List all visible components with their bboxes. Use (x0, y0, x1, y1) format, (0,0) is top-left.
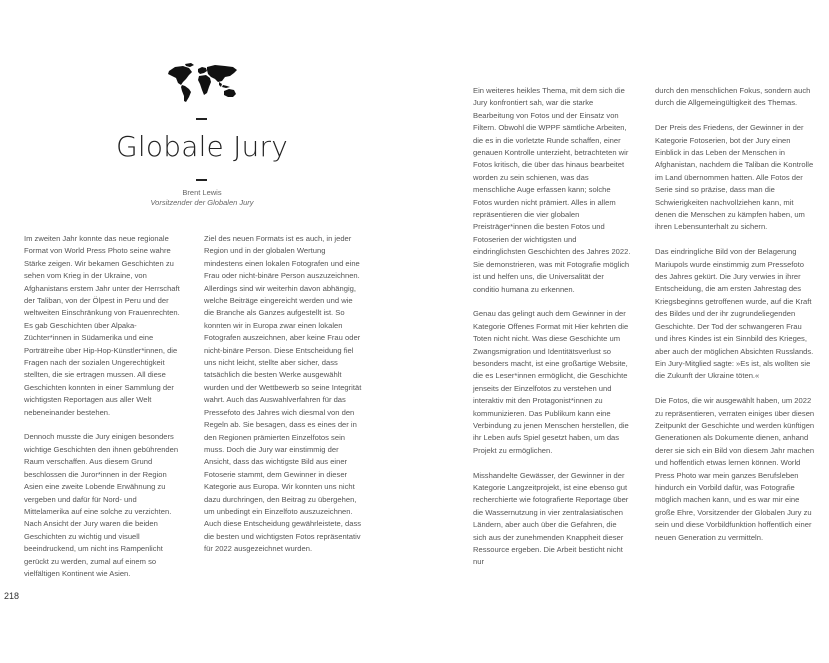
paragraph: Dennoch musste die Jury einigen besonders wichtige Geschichten den ihnen gebührenden Raum verschaffen. Aus diesem Grund beschlossen die Juror*innen in der Region Asien eine zweite Lobende Erwähnung zu vergeben und dafür für Nord- und Mittelamerika auf eine solche zu verzichten. Nach Ansicht der Jury waren die beiden Geschichten zu wichtig und visuell beeindruckend, um nicht ins Rampenlicht gerückt zu werden, zumal auf einem so vielfältigen Kontinent wie Asien. (24, 432, 179, 578)
paragraph: Die Fotos, die wir ausgewählt haben, um 2022 zu repräsentieren, verraten einiges über diesen Zeitpunkt der Geschichte und werden künftigen Generationen als Dokumente dienen, anhand derer sie sich ein Bild von diesem Jahr machen und hoffentlich etwas lernen können. World Press Photo war mein ganzes Berufsleben hindurch ein Vorbild dafür, was Fotografie möglich machen kann, und es war mir eine große Ehre, Vorsitzender der Globalen Jury zu sein und diese Vorbildfunktion hoffentlich einer neuen Generation zu vermitteln. (655, 396, 815, 542)
paragraph: Genau das gelingt auch dem Gewinner in der Kategorie Offenes Format mit Hier kehrten die Toten nicht nicht. Was diese Geschichte um Zwangsmigration und Identitätsverlust so besonders macht, ist eine großartige Website, die es Leser*innen ermöglicht, die Geschichte jenseits der Einzelfotos zu verstehen und interaktiv mit den Protagonist*innen zu kommunizieren. Das Publikum kann eine Verbindung zu jenen Menschen herstellen, die ihr Leben aufs Spiel gesetzt haben, um das Projekt zu ermöglichen. (473, 309, 629, 455)
paragraph: Misshandelte Gewässer, der Gewinner in der Kategorie Langzeitprojekt, ist eine ebenso gut recherchierte wie fotografierte Reportage über die Wassernutzung in vier zentralasiatischen Ländern, aber auch über die Gefahren, die sich aus der zunehmenden Knappheit dieser Ressource ergeben. Die Arbeit besticht nicht nur (473, 470, 629, 567)
text-column-3 (473, 85, 631, 581)
text-column-4 (655, 85, 815, 556)
author-name: Brent Lewis (182, 188, 222, 197)
paragraph: Ein weiteres heikles Thema, mit dem sich die Jury konfrontiert sah, war die starke Bearbeitung von Fotos und der Einsatz von Filtern. Obwohl die WPPF sämtliche Arbeiten, die es in die vorletzte Runde schaffen, einer genauen Kontrolle unterzieht, betrachteten wir Fotos kritisch, die über das hinaus bearbeitet worden zu sein schienen, was das menschliche Auge erfassen kann; solche Fotos wurden nicht prämiert. Alles in allem repräsentieren die vier globalen Preisträger*innen die besten Fotos und Fotoserien der wichtigsten und eindringlichsten Geschichten des Jahres 2022. Sie demonstrieren, was mit Fotografie möglich ist und helfen uns, die Universalität der conditio humana zu erkennen. (473, 86, 631, 294)
page-title: Globale Jury (116, 130, 288, 163)
paragraph: Ziel des neuen Formats ist es auch, in jeder Region und in der globalen Wertung mindestens einen lokalen Fotografen und eine Frau oder nicht-binäre Person auszuzeichnen. Allerdings sind wir weiterhin davon abhängig, welche Beiträge eingereicht werden und wie die Branche als Ganzes aufgestellt ist. So konnten wir in Europa zwar einen lokalen Fotografen auszeichnen, aber keine Frau oder nicht-binäre Person. Diese Entscheidung fiel uns nicht leicht, stellte aber sicher, dass tatsächlich die besten Werke ausgewählt wurden und der Wettbewerb so seine Integrität wahrt. Auch das Auswahlverfahren für das Pressefoto des Jahres wich diesmal von den Regeln ab. Sie besagen, dass es eines der in den Regionen prämierten Einzelfotos sein muss. Doch die Jury war einstimmig der Ansicht, dass das wichtigste Bild aus einer Fotoserie stammt, dem Gewinner in dieser Kategorie aus Europa. Wir konnten uns nicht dazu durchringen, den Beitrag zu übergehen, um unbedingt ein Einzelfoto auszuzeichnen. Auch diese Entscheidung gewährleistete, dass die besten und wichtigsten Fotos repräsentativ für 2022 ausgezeichnet wurden. (204, 234, 362, 554)
paragraph: durch den menschlichen Fokus, sondern auch durch die Allgemeingültigkeit des Themas. (655, 86, 811, 108)
byline (110, 188, 294, 208)
text-column-2 (204, 233, 362, 568)
paragraph: Der Preis des Friedens, der Gewinner in der Kategorie Fotoserien, bot der Jury einen Einblick in das Leben der Menschen in Afghanistan, nachdem die Taliban die Kontrolle im Land übernommen hatten. Alle Fotos der Serie sind so präzise, dass man die Schwierigkeiten nachvollziehen kann, mit denen die Menschen zu kämpfen haben, um ihren Lebensunterhalt zu sichern. (655, 123, 814, 232)
author-role: Vorsitzender der Globalen Jury (150, 198, 254, 207)
page-number: 218 (4, 591, 20, 601)
title-rule-bottom (196, 179, 207, 181)
text-column-1 (24, 233, 182, 593)
world-map-icon (165, 63, 239, 103)
title-rule-top (196, 118, 207, 120)
paragraph: Im zweiten Jahr konnte das neue regionale Format von World Press Photo seine wahre Stärke zeigen. Wir bekamen Geschichten zu sehen vom Krieg in der Ukraine, von Afghanistans erstem Jahr unter der Herrschaft der Taliban, von der Ölpest in Peru und der weltweiten Einschränkung von Frauenrechten. Es gab Geschichten über Alpaka-Züchter*innen in Südamerika und eine Porträtreihe über Hip-Hop-Künstler*innen, die Fragen nach der sozialen Ungerechtigkeit stellten, die sie ertragen mussen. All diese Geschichten konnten in einer Sammlung der wichtigsten Reportagen aus aller Welt nebeneinander bestehen. (24, 234, 180, 417)
paragraph: Das eindringliche Bild von der Belagerung Mariupols wurde einstimmig zum Pressefoto des Jahres gekürt. Die Jury verwies in ihrer Entscheidung, die am ersten Jahrestag des Kriegsbeginns getroffenen wurde, auf die Kraft des Bildes und der ihr zugrundeliegenden Geschichte. Der Tod der schwangeren Frau und ihres Kindes ist ein Sinnbild des Krieges, aber auch der möglichen Absichten Russlands. Ein Jury-Mitglied sagte: »Es ist, als wollten sie die Zukunft der Ukraine töten.« (655, 247, 814, 381)
